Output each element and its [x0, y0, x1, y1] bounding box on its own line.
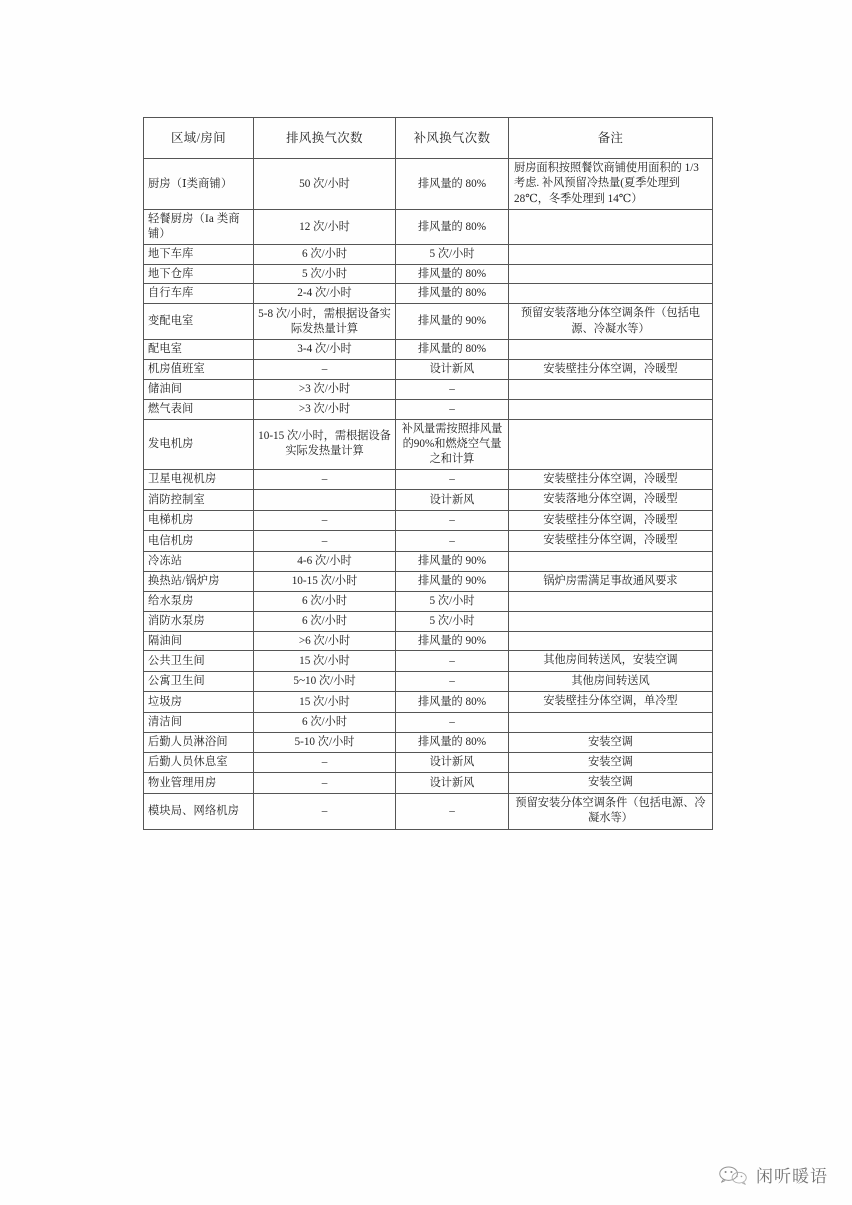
cell-supply: 设计新风 [396, 752, 509, 772]
table-row [144, 244, 713, 264]
watermark [718, 1162, 828, 1187]
cell-supply: 排风量的 90% [396, 571, 509, 591]
cell-supply: – [396, 671, 509, 691]
table-row [144, 469, 713, 489]
cell-exhaust: 6 次/小时 [254, 244, 396, 264]
cell-exhaust: 5-8 次/小时，需根据设备实际发热量计算 [254, 304, 396, 340]
cell-area: 公共卫生间 [144, 651, 254, 671]
cell-remark: 安装空调 [509, 752, 713, 772]
cell-area: 电梯机房 [144, 510, 254, 530]
cell-supply: 排风量的 80% [396, 210, 509, 245]
cell-supply: 排风量的 80% [396, 692, 509, 712]
column-header-area: 区域/房间 [144, 118, 254, 159]
cell-remark: 安装壁挂分体空调，冷暖型 [509, 469, 713, 489]
watermark-label: 闲听暖语 [756, 1167, 828, 1186]
cell-area: 模块局、网络机房 [144, 793, 254, 829]
table-row [144, 712, 713, 732]
table-row [144, 359, 713, 379]
table-row [144, 631, 713, 651]
cell-remark: 安装落地分体空调，冷暖型 [509, 490, 713, 510]
cell-exhaust: – [254, 469, 396, 489]
cell-supply: – [396, 400, 509, 420]
cell-supply: 排风量的 80% [396, 159, 509, 210]
cell-area: 机房值班室 [144, 359, 254, 379]
cell-area: 换热站/锅炉房 [144, 571, 254, 591]
cell-supply: – [396, 651, 509, 671]
cell-exhaust: – [254, 510, 396, 530]
table-row [144, 210, 713, 245]
cell-supply: 5 次/小时 [396, 244, 509, 264]
cell-supply: 排风量的 80% [396, 340, 509, 360]
cell-area: 厨房（Ⅰ类商铺） [144, 159, 254, 210]
cell-remark [509, 244, 713, 264]
cell-supply: – [396, 380, 509, 400]
cell-exhaust: – [254, 359, 396, 379]
table-row [144, 793, 713, 829]
cell-supply: – [396, 793, 509, 829]
cell-supply: 设计新风 [396, 359, 509, 379]
cell-supply: 排风量的 80% [396, 732, 509, 752]
cell-exhaust: 3-4 次/小时 [254, 340, 396, 360]
cell-supply: – [396, 469, 509, 489]
cell-supply: 排风量的 90% [396, 631, 509, 651]
table-row [144, 400, 713, 420]
wechat-icon [718, 1164, 748, 1186]
column-header-supply: 补风换气次数 [396, 118, 509, 159]
cell-remark [509, 419, 713, 469]
table-row [144, 571, 713, 591]
cell-remark [509, 611, 713, 631]
cell-area: 消防水泵房 [144, 611, 254, 631]
cell-area: 给水泵房 [144, 592, 254, 612]
cell-area: 垃圾房 [144, 692, 254, 712]
cell-remark [509, 400, 713, 420]
cell-supply: 5 次/小时 [396, 611, 509, 631]
cell-supply: 排风量的 80% [396, 284, 509, 304]
cell-supply: 设计新风 [396, 490, 509, 510]
cell-area: 后勤人员淋浴间 [144, 732, 254, 752]
ventilation-table [143, 117, 713, 830]
cell-exhaust: – [254, 531, 396, 551]
cell-exhaust [254, 490, 396, 510]
cell-remark [509, 340, 713, 360]
cell-remark: 其他房间转送风 [509, 671, 713, 691]
cell-area: 消防控制室 [144, 490, 254, 510]
cell-area: 燃气表间 [144, 400, 254, 420]
cell-remark [509, 712, 713, 732]
cell-remark: 锅炉房需满足事故通风要求 [509, 571, 713, 591]
cell-exhaust: – [254, 773, 396, 793]
cell-remark: 安装壁挂分体空调，冷暖型 [509, 531, 713, 551]
table-body [144, 159, 713, 830]
cell-supply: 补风量需按照排风量的90%和燃烧空气量之和计算 [396, 419, 509, 469]
cell-supply: 排风量的 90% [396, 304, 509, 340]
cell-supply: 排风量的 80% [396, 264, 509, 284]
cell-remark: 安装空调 [509, 773, 713, 793]
cell-area: 储油间 [144, 380, 254, 400]
cell-area: 配电室 [144, 340, 254, 360]
cell-supply: – [396, 510, 509, 530]
table-row [144, 752, 713, 772]
cell-exhaust: 6 次/小时 [254, 712, 396, 732]
cell-area: 自行车库 [144, 284, 254, 304]
cell-exhaust: >6 次/小时 [254, 631, 396, 651]
cell-area: 地下仓库 [144, 264, 254, 284]
cell-supply: – [396, 531, 509, 551]
cell-area: 隔油间 [144, 631, 254, 651]
cell-remark: 预留安装落地分体空调条件（包括电源、冷凝水等） [509, 304, 713, 340]
cell-area: 物业管理用房 [144, 773, 254, 793]
table-row [144, 159, 713, 210]
cell-supply: 设计新风 [396, 773, 509, 793]
cell-remark [509, 210, 713, 245]
cell-remark: 安装壁挂分体空调，冷暖型 [509, 359, 713, 379]
cell-remark [509, 592, 713, 612]
table-row [144, 380, 713, 400]
cell-remark: 其他房间转送风，安装空调 [509, 651, 713, 671]
cell-exhaust: – [254, 793, 396, 829]
table-header-row [144, 118, 713, 159]
cell-exhaust: 6 次/小时 [254, 592, 396, 612]
cell-area: 冷冻站 [144, 551, 254, 571]
cell-exhaust: 5 次/小时 [254, 264, 396, 284]
cell-exhaust: 12 次/小时 [254, 210, 396, 245]
cell-supply: 5 次/小时 [396, 592, 509, 612]
cell-exhaust: >3 次/小时 [254, 380, 396, 400]
cell-area: 地下车库 [144, 244, 254, 264]
cell-exhaust: 5-10 次/小时 [254, 732, 396, 752]
cell-area: 轻餐厨房（Ia 类商铺） [144, 210, 254, 245]
cell-exhaust: 15 次/小时 [254, 692, 396, 712]
cell-area: 后勤人员休息室 [144, 752, 254, 772]
cell-exhaust: >3 次/小时 [254, 400, 396, 420]
cell-remark [509, 284, 713, 304]
column-header-exhaust: 排风换气次数 [254, 118, 396, 159]
cell-remark: 厨房面积按照餐饮商铺使用面积的 1/3 考虑. 补风预留冷热量(夏季处理到 28℃，冬季处理到 14℃） [509, 159, 713, 210]
cell-exhaust: 5~10 次/小时 [254, 671, 396, 691]
cell-area: 发电机房 [144, 419, 254, 469]
cell-exhaust: – [254, 752, 396, 772]
table-row [144, 773, 713, 793]
cell-remark [509, 380, 713, 400]
cell-exhaust: 10-15 次/小时，需根据设备实际发热量计算 [254, 419, 396, 469]
cell-remark: 安装壁挂分体空调，冷暖型 [509, 510, 713, 530]
cell-remark [509, 631, 713, 651]
cell-exhaust: 50 次/小时 [254, 159, 396, 210]
table-row [144, 551, 713, 571]
table-row [144, 304, 713, 340]
table-row [144, 419, 713, 469]
cell-exhaust: 4-6 次/小时 [254, 551, 396, 571]
table-row [144, 732, 713, 752]
cell-remark: 预留安装分体空调条件（包括电源、冷凝水等） [509, 793, 713, 829]
table-row [144, 340, 713, 360]
cell-area: 卫星电视机房 [144, 469, 254, 489]
table-row [144, 531, 713, 551]
cell-exhaust: 2-4 次/小时 [254, 284, 396, 304]
cell-remark: 安装壁挂分体空调，单冷型 [509, 692, 713, 712]
ventilation-table-container [143, 117, 712, 830]
table-row [144, 510, 713, 530]
cell-area: 电信机房 [144, 531, 254, 551]
table-row [144, 692, 713, 712]
cell-area: 清洁间 [144, 712, 254, 732]
column-header-remark: 备注 [509, 118, 713, 159]
cell-exhaust: 15 次/小时 [254, 651, 396, 671]
cell-area: 变配电室 [144, 304, 254, 340]
cell-remark [509, 551, 713, 571]
table-row [144, 592, 713, 612]
cell-supply: – [396, 712, 509, 732]
table-row [144, 264, 713, 284]
table-row [144, 651, 713, 671]
cell-remark: 安装空调 [509, 732, 713, 752]
cell-supply: 排风量的 90% [396, 551, 509, 571]
table-row [144, 490, 713, 510]
cell-exhaust: 6 次/小时 [254, 611, 396, 631]
table-row [144, 284, 713, 304]
cell-area: 公寓卫生间 [144, 671, 254, 691]
cell-remark [509, 264, 713, 284]
table-row [144, 611, 713, 631]
cell-exhaust: 10-15 次/小时 [254, 571, 396, 591]
table-row [144, 671, 713, 691]
